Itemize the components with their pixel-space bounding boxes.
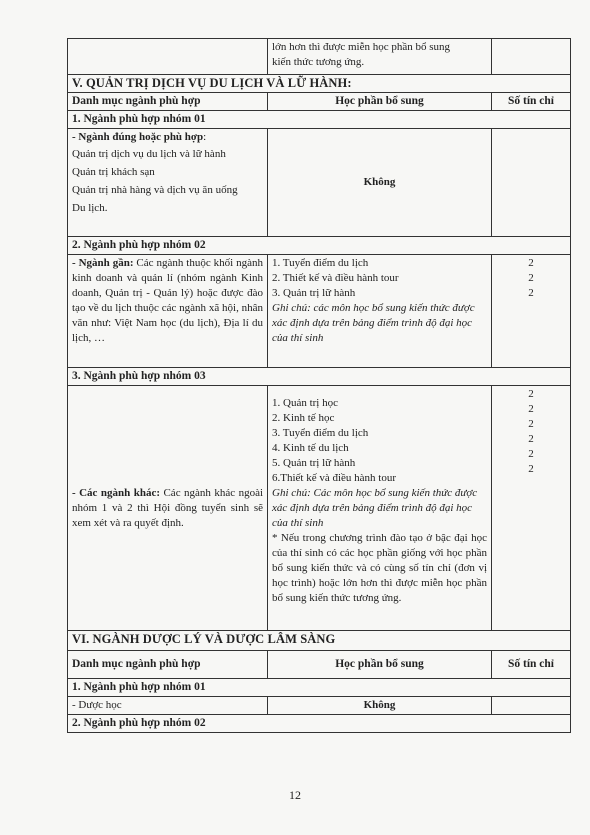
continuation-row bbox=[68, 39, 571, 75]
group-title: 1. Ngành phù hợp nhóm 01 bbox=[68, 679, 571, 697]
list-item: Du lịch. bbox=[72, 202, 108, 214]
continuation-note: lớn hơn thì được miễn học phần bổ sung kiến thức tương ứng. bbox=[268, 39, 492, 75]
header-row bbox=[68, 93, 571, 111]
list-item: Quản trị khách sạn bbox=[72, 166, 155, 178]
list-item: 2. Thiết kế và điều hành tour bbox=[272, 272, 399, 284]
column-header: Số tín chỉ bbox=[492, 93, 571, 111]
list-item: Quản trị nhà hàng và dịch vụ ăn uống bbox=[72, 184, 238, 196]
column-header: Học phần bổ sung bbox=[268, 651, 492, 679]
table-row bbox=[68, 129, 571, 237]
credits: 2 2 2 bbox=[492, 255, 571, 368]
major-list: - Ngành đúng hoặc phù hợp: Quản trị dịch vụ du lịch và lữ hành Quản trị khách sạn Quản trị nhà hàng và dịch vụ ăn uống Du lịch. bbox=[68, 129, 268, 237]
list-item: 4. Kinh tế du lịch bbox=[272, 442, 349, 454]
major-description: - Các ngành khác: Các ngành khác ngoài nhóm 1 và 2 thì Hội đồng tuyển sinh sẽ xem xét và ra quyết định. bbox=[68, 386, 268, 631]
note: Ghi chú: Các môn học bổ sung kiến thức được xác định dựa trên bảng điểm trình độ đại học của thí sinh bbox=[272, 487, 478, 529]
column-header: Danh mục ngành phù hợp bbox=[68, 93, 268, 111]
table-row bbox=[68, 255, 571, 368]
list-item: Quản trị dịch vụ du lịch và lữ hành bbox=[72, 148, 226, 160]
page-number: 12 bbox=[289, 788, 301, 802]
group-title: 1. Ngành phù hợp nhóm 01 bbox=[68, 111, 571, 129]
list-item: 6.Thiết kế và điều hành tour bbox=[272, 472, 397, 484]
curriculum-table bbox=[67, 38, 571, 733]
exemption-note: * Nếu trong chương trình đào tạo ở bậc đại học của thí sinh có các học phần giống với học phần bổ sung kiến thức và có cùng số tín chỉ (đơn vị học trình) hoặc lớn hơn thì được miễn học phần bổ sung kiến thức tương ứng. bbox=[272, 532, 487, 604]
major-description: - Ngành gần: Các ngành thuộc khối ngành kinh doanh và quản lí (nhóm ngành Kinh doanh, Quản trị - Quản lý) hoặc được đào tạo về du lịch thuộc các ngành xã hội, nhân văn như: Việt Nam học (du lịch), Địa lí du lịch, … bbox=[68, 255, 268, 368]
supplement-none: Không bbox=[268, 129, 492, 237]
header-row bbox=[68, 651, 571, 679]
section-title: V. QUẢN TRỊ DỊCH VỤ DU LỊCH VÀ LỮ HÀNH: bbox=[68, 75, 571, 93]
course-list bbox=[268, 386, 492, 631]
list-item: 5. Quản trị lữ hành bbox=[272, 457, 356, 469]
list-item: 3. Tuyển điểm du lịch bbox=[272, 427, 369, 439]
supplement-none: Không bbox=[268, 697, 492, 715]
note: Ghi chú: các môn học bổ sung kiến thức được xác định dựa trên bảng điểm trình độ đại học của thí sinh bbox=[272, 302, 475, 344]
group-title: 3. Ngành phù hợp nhóm 03 bbox=[68, 368, 571, 386]
table-row bbox=[68, 697, 571, 715]
course-list bbox=[268, 255, 492, 368]
list-item: - Dược học bbox=[68, 697, 268, 715]
group-title: 2. Ngành phù hợp nhóm 02 bbox=[68, 715, 571, 733]
credits: 2 2 2 2 2 2 bbox=[492, 386, 571, 631]
group-title: 2. Ngành phù hợp nhóm 02 bbox=[68, 237, 571, 255]
section-title: VI. NGÀNH DƯỢC LÝ VÀ DƯỢC LÂM SÀNG bbox=[68, 631, 571, 651]
column-header: Học phần bổ sung bbox=[268, 93, 492, 111]
list-item: 2. Kinh tế học bbox=[272, 412, 335, 424]
column-header: Số tín chỉ bbox=[492, 651, 571, 679]
list-item: 1. Quản trị học bbox=[272, 397, 338, 409]
list-item: 1. Tuyển điểm du lịch bbox=[272, 257, 369, 269]
list-item: 3. Quản trị lữ hành bbox=[272, 287, 356, 299]
column-header: Danh mục ngành phù hợp bbox=[68, 651, 268, 679]
table-row bbox=[68, 386, 571, 631]
